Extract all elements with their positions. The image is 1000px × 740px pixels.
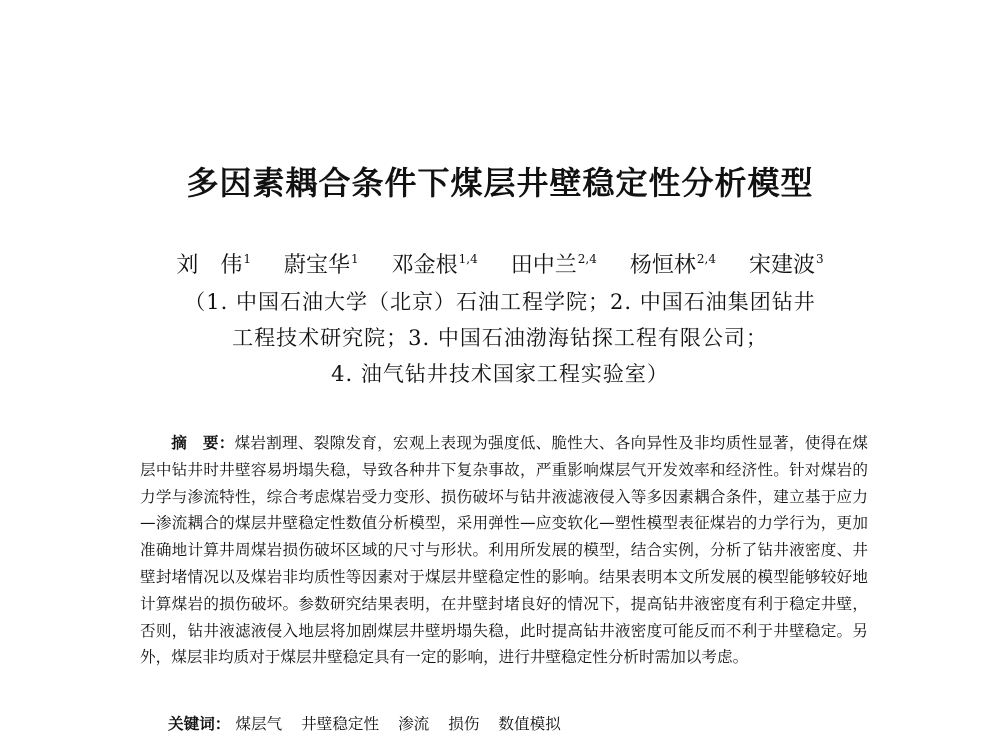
abstract-text: 煤岩割理、裂隙发育，宏观上表现为强度低、脆性大、各向异性及非均质性显著，使得在煤层中钻井时井壁容易坍塌失稳，导致各种井下复杂事故，严重影响煤层气开发效率和经济性。针对煤岩的力学与渗流特性，综合考虑煤岩受力变形、损伤破坏与钻井液滤液侵入等多因素耦合条件，建立基于应力—渗流耦合的煤层井壁稳定性数值分析模型，采用弹性—应变软化—塑性模型表征煤岩的力学行为，更加准确地计算井周煤岩损伤破坏区域的尺寸与形状。利用所发展的模型，结合实例，分析了钻井液密度、井壁封堵情况以及煤岩非均质性等因素对于煤层井壁稳定性的影响。结果表明本文所发展的模型能够较好地计算煤岩的损伤破坏。参数研究结果表明，在井壁封堵良好的情况下，提高钻井液密度有利于稳定井壁，否则，钻井液滤液侵入地层将加剧煤层井壁坍塌失稳，此时提高钻井液密度可能反而不利于井壁稳定。另外，煤层非均质对于煤层井壁稳定具有一定的影响，进行井壁稳定性分析时需加以考虑。 [140, 434, 868, 667]
affiliation-line: （1. 中国石油大学（北京）石油工程学院；2. 中国石油集团钻井 [184, 290, 816, 314]
keyword: 损伤 [448, 715, 480, 733]
author: 田中兰$^{2,4}$ [510, 252, 597, 278]
author: 蔚宝华$^1$ [284, 252, 359, 278]
paper-title: 多因素耦合条件下煤层井壁稳定性分析模型 [186, 164, 814, 202]
keywords-label: 关键词： [168, 715, 231, 733]
author: 宋建波$^3$ [748, 252, 824, 278]
affiliation-line: 工程技术研究院；3. 中国石油渤海钻探工程有限公司； [232, 326, 768, 350]
keyword: 井壁稳定性 [301, 715, 380, 733]
author: 杨恒林$^{2,4}$ [629, 252, 716, 278]
author: 刘 伟$^1$ [176, 252, 251, 278]
keyword: 渗流 [398, 715, 430, 733]
keyword: 数值模拟 [498, 715, 561, 733]
author-list [0, 248, 1000, 279]
abstract-label: 摘 要： [171, 434, 235, 452]
author: 邓金根$^{1,4}$ [391, 252, 478, 278]
affiliation-line: 4. 油气钻井技术国家工程实验室） [331, 362, 669, 386]
keyword: 煤层气 [235, 715, 283, 733]
abstract [140, 430, 868, 671]
keywords [168, 712, 575, 734]
